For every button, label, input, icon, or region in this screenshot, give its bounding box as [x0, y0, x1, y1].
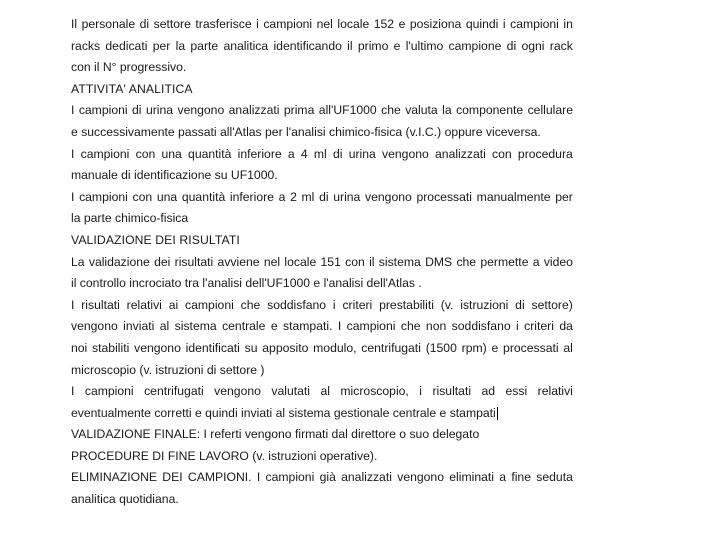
word: prima: [283, 103, 315, 118]
word: una: [161, 146, 182, 161]
text-line[interactable]: [71, 403, 573, 425]
word: la: [442, 103, 452, 118]
word: stabiliti: [92, 340, 130, 355]
word: rack: [549, 38, 573, 53]
word: vengono: [71, 319, 118, 334]
word: che: [456, 254, 477, 269]
text-line: [71, 252, 573, 274]
paragraph-centrifugati: [71, 381, 573, 424]
word: criteri: [342, 297, 373, 312]
text-line: [71, 316, 573, 338]
word: parte: [190, 38, 219, 53]
word: inviati: [123, 319, 155, 334]
word: di: [506, 38, 517, 53]
word: procedura: [517, 146, 573, 161]
word: i: [419, 384, 422, 399]
text-line: [71, 144, 573, 166]
word: I: [71, 297, 75, 312]
word: con: [132, 189, 153, 204]
word: nel: [263, 254, 281, 269]
word: i: [516, 319, 519, 334]
word: ml: [313, 146, 327, 161]
word: primo: [357, 38, 389, 53]
word: in: [563, 17, 573, 31]
word: inferiore: [237, 146, 282, 161]
word: quindi: [465, 17, 499, 31]
word: risultati: [81, 297, 120, 312]
word: (1500: [425, 340, 457, 355]
section-heading-attivita-analitica: ATTIVITA' ANALITICA: [71, 81, 193, 96]
word: a: [287, 146, 295, 161]
word: inferiore: [229, 189, 274, 204]
line-text: eventualmente corretti e quindi inviati al sistema gestionale centrale e stampati: [71, 405, 496, 420]
word: di: [132, 103, 142, 118]
word: e: [398, 17, 406, 31]
word: a: [532, 254, 540, 269]
word: ad: [481, 384, 496, 399]
word: fine: [511, 470, 531, 485]
word: istruzioni: [460, 297, 509, 312]
word: centrale: [222, 319, 266, 334]
word: vengono: [177, 103, 225, 118]
word: per: [152, 38, 171, 53]
word: analizzati: [341, 470, 392, 485]
word: processati: [416, 189, 472, 204]
word: al: [563, 340, 573, 355]
word: prestabiliti: [379, 297, 434, 312]
word: e: [393, 38, 401, 53]
text-line: [71, 295, 573, 317]
word: quantità: [181, 189, 226, 204]
word: urina: [333, 189, 361, 204]
word: che: [400, 319, 421, 334]
word: campione: [448, 38, 502, 53]
word: 151: [320, 254, 341, 269]
word: quantità: [188, 146, 232, 161]
word: campioni: [265, 470, 315, 485]
word: su: [244, 340, 258, 355]
text-line: microscopio (v. istruzioni di settore ): [71, 362, 265, 377]
word: essi: [505, 384, 528, 399]
paragraph-validazione-finale: VALIDAZIONE FINALE: I referti vengono firmati dal direttore o suo delegato: [71, 427, 480, 442]
word: con: [492, 146, 512, 161]
word: campioni: [510, 17, 559, 31]
word: campioni: [263, 17, 313, 31]
paragraph-quantita-4ml: [71, 144, 573, 187]
word: di: [515, 297, 525, 312]
word: con: [135, 146, 156, 161]
word: analizzati: [228, 103, 280, 118]
word: vengono: [134, 340, 181, 355]
word: I: [71, 103, 75, 118]
word: criteri: [524, 319, 554, 334]
document-body: [71, 14, 573, 511]
word: I: [256, 470, 261, 485]
word: permette: [480, 254, 529, 269]
word: nel: [316, 17, 333, 31]
word: soddisfano: [451, 319, 511, 334]
word: identificando: [273, 38, 342, 53]
word: settore: [153, 17, 191, 31]
text-line: il controllo incrociato tra l'analisi dell'UF1000 e l'analisi dell'Atlas .: [71, 276, 422, 291]
word: 4: [300, 146, 308, 161]
paragraph-validazione-dms: [71, 252, 573, 295]
word: seduta: [536, 470, 573, 485]
word: I: [71, 384, 75, 399]
word: a: [499, 470, 507, 485]
word: identificati: [185, 340, 240, 355]
word: campioni: [78, 103, 128, 118]
word: componente: [456, 103, 524, 118]
word: da: [559, 319, 573, 334]
paragraph-eliminazione: [71, 467, 573, 510]
word: I: [71, 189, 75, 204]
word: valutati: [271, 384, 310, 399]
word: all'UF1000: [318, 103, 377, 118]
word: campioni: [80, 146, 130, 161]
word: settore): [531, 297, 573, 312]
word: vengono: [365, 189, 412, 204]
word: risultati: [432, 384, 472, 399]
text-line: la parte chimico-fisica: [71, 211, 189, 226]
word: soddisfano: [267, 297, 327, 312]
paragraph-urina-uf1000: [71, 100, 573, 143]
word: e: [270, 319, 278, 334]
text-line: e successivamente passati all'Atlas per l'analisi chimico-fisica (v.I.C.) oppure viceversa.: [71, 124, 541, 139]
word: urina: [145, 103, 174, 118]
word: con: [345, 254, 365, 269]
paragraph-criteri: [71, 295, 573, 381]
word: i: [502, 17, 506, 31]
word: cellulare: [527, 103, 573, 118]
word: analizzati: [435, 146, 486, 161]
word: personale: [81, 17, 136, 31]
text-line: [71, 100, 573, 122]
word: risultati: [174, 254, 214, 269]
word: dei: [154, 254, 171, 269]
word: campioni: [79, 189, 128, 204]
text-line: [71, 14, 573, 36]
word: e: [491, 340, 499, 355]
word: centrifugati: [361, 340, 421, 355]
word: i: [256, 17, 259, 31]
word: dedicati: [105, 38, 148, 53]
word: stampati.: [283, 319, 333, 334]
word: campioni: [84, 384, 134, 399]
text-line: manuale di identificazione su UF1000.: [71, 168, 278, 183]
word: al: [159, 319, 170, 334]
word: per: [555, 189, 573, 204]
word: rpm): [461, 340, 487, 355]
word: la: [175, 38, 186, 53]
word: campioni: [185, 297, 234, 312]
word: non: [425, 319, 447, 334]
word: racks: [71, 38, 101, 53]
word: urina: [348, 146, 376, 161]
text-line: con il N° progressivo.: [71, 60, 187, 75]
word: il: [347, 38, 353, 53]
word: 2: [290, 189, 297, 204]
word: locale: [337, 17, 370, 31]
word: avviene: [217, 254, 260, 269]
word: modulo,: [313, 340, 357, 355]
word: La: [71, 254, 85, 269]
word: eliminati: [449, 470, 494, 485]
word: I: [71, 146, 75, 161]
word: ELIMINAZIONE: [71, 470, 158, 485]
word: analitica: [223, 38, 269, 53]
word: (v.: [440, 297, 454, 312]
text-cursor: [497, 407, 498, 420]
word: vengono: [214, 384, 261, 399]
word: sistema: [174, 319, 217, 334]
word: manualmente: [476, 189, 551, 204]
word: 152: [373, 17, 395, 31]
word: Il: [71, 17, 78, 31]
word: l'ultimo: [405, 38, 444, 53]
paragraph-quantita-2ml: [71, 187, 573, 230]
text-line: [71, 467, 573, 489]
text-line: [71, 187, 573, 209]
word: posiziona: [409, 17, 462, 31]
word: ogni: [521, 38, 545, 53]
word: i: [332, 297, 336, 312]
text-line: [71, 338, 573, 360]
word: relativi: [126, 297, 162, 312]
word: di: [139, 17, 150, 31]
word: il: [369, 254, 375, 269]
word: DEI: [162, 470, 183, 485]
word: trasferisce: [195, 17, 252, 31]
word: CAMPIONI.: [187, 470, 252, 485]
word: locale: [284, 254, 317, 269]
word: relativi: [537, 384, 573, 399]
word: valuta: [405, 103, 438, 118]
word: DMS: [425, 254, 453, 269]
text-line: [71, 381, 573, 403]
word: validazione: [88, 254, 150, 269]
word: centrifugati: [144, 384, 204, 399]
word: noi: [71, 340, 88, 355]
word: già: [319, 470, 336, 485]
text-line: analitica quotidiana.: [71, 492, 179, 507]
paragraph-procedure-fine-lavoro: PROCEDURE DI FINE LAVORO (v. istruzioni operative).: [71, 448, 378, 463]
word: sistema: [378, 254, 421, 269]
paragraph-intro: [71, 14, 573, 79]
word: microscopio,: [340, 384, 409, 399]
word: di: [332, 146, 343, 161]
word: che: [381, 103, 401, 118]
word: apposito: [262, 340, 309, 355]
word: ml: [301, 189, 315, 204]
word: processati: [503, 340, 559, 355]
word: a: [278, 189, 286, 204]
word: vengono: [397, 470, 444, 485]
section-heading-validazione-risultati: VALIDAZIONE DEI RISULTATI: [71, 232, 240, 247]
word: ai: [168, 297, 179, 312]
word: I: [337, 319, 342, 334]
word: una: [156, 189, 178, 204]
word: di: [319, 189, 329, 204]
word: vengono: [382, 146, 429, 161]
word: campioni: [346, 319, 396, 334]
word: che: [240, 297, 261, 312]
text-line: [71, 36, 573, 58]
word: al: [320, 384, 330, 399]
word: video: [543, 254, 573, 269]
